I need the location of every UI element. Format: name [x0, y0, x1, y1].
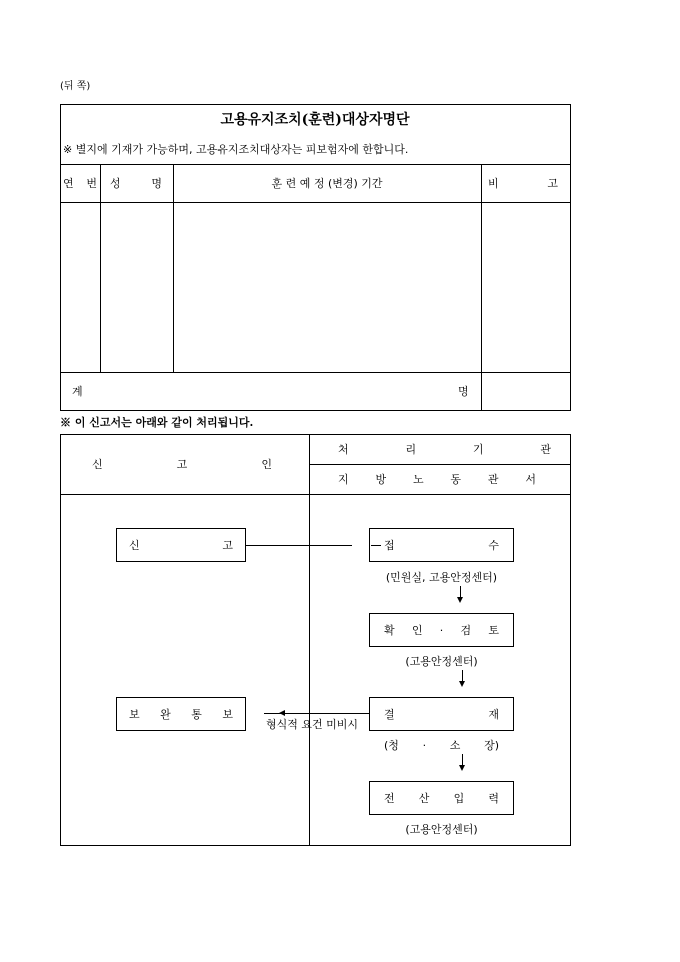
- entry-caption: (고용안정센터): [405, 823, 478, 836]
- roster-note: ※ 별지에 기재가 가능하며, 고용유지조치대상자는 피보험자에 한합니다.: [63, 143, 409, 156]
- approval-caption: (청 · 소 장): [384, 739, 499, 752]
- header-no: 연 번: [63, 177, 97, 190]
- entry-box: 전 산 입 력: [369, 781, 514, 815]
- page-label: (뒤 쪽): [60, 81, 91, 92]
- total-unit: 명: [458, 385, 469, 398]
- header-remarks: 비 고: [488, 177, 558, 190]
- process-note: ※ 이 신고서는 아래와 같이 처리됩니다.: [60, 416, 254, 429]
- report-box: 신 고: [116, 528, 246, 562]
- agency-header-top: 처 리 기 관: [338, 443, 551, 456]
- header-period: 훈 련 예 정 (변경) 기간: [271, 177, 383, 190]
- review-caption: (고용안정센터): [405, 655, 478, 668]
- total-label: 계: [72, 385, 83, 398]
- receipt-box: 접 수: [369, 528, 514, 562]
- missing-requirement-label: 형식적 요건 미비시: [266, 718, 359, 731]
- applicant-header: 신 고 인: [92, 458, 272, 471]
- review-box: 확 인 · 검 토: [369, 613, 514, 647]
- receipt-caption: (민원실, 고용안정센터): [385, 571, 498, 584]
- header-name: 성 명: [110, 177, 162, 190]
- arrow-down-icon: [457, 597, 463, 603]
- report-connector: [246, 545, 352, 546]
- supplement-box: 보 완 통 보: [116, 697, 246, 731]
- roster-title: 고용유지조치(훈련)대상자명단: [220, 112, 410, 128]
- agency-header-bottom: 지 방 노 동 관 서: [338, 473, 536, 486]
- arrow-left-icon: [279, 710, 285, 716]
- arrow-down-icon: [459, 681, 465, 687]
- arrow-down-icon: [459, 765, 465, 771]
- approval-box: 결 재: [369, 697, 514, 731]
